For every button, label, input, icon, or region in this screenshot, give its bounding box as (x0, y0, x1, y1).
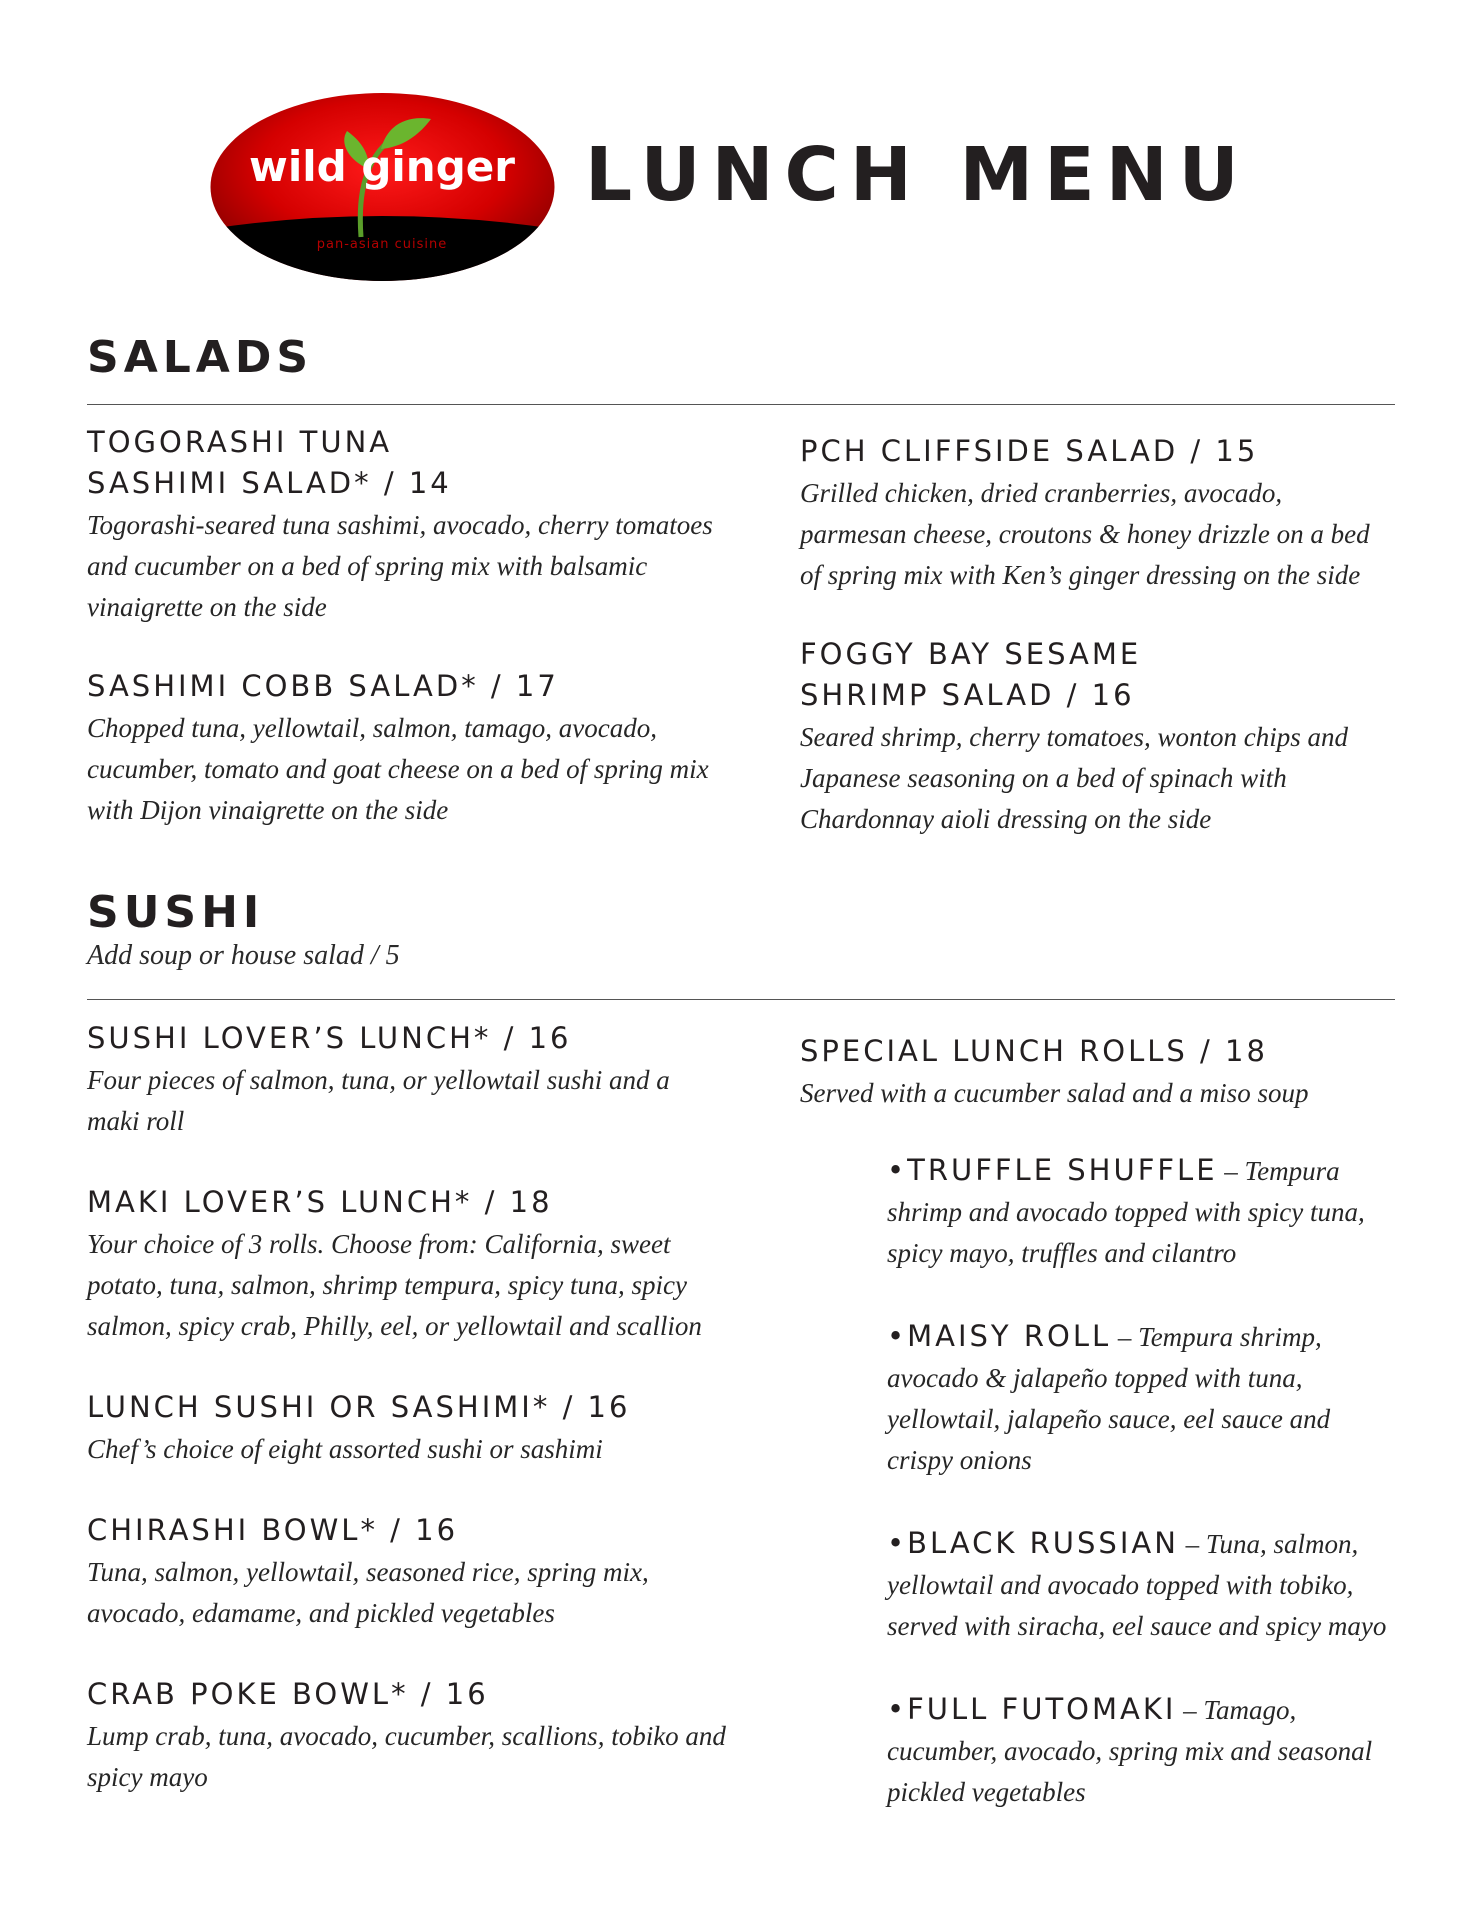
item-description: Grilled chicken, dried cranberries, avocado, parmesan cheese, croutons & honey drizzle on a bed of spring mix with Ken’s ginger dressing on the side (800, 478, 1370, 590)
item-description: Lump crab, tuna, avocado, cucumber, scallions, tobiko and spicy mayo (87, 1721, 726, 1792)
sushi-subtitle: Add soup or house salad / 5 (87, 940, 400, 971)
sushi-divider (87, 999, 1395, 1000)
menu-item (87, 1674, 727, 1798)
list-item (887, 1523, 1395, 1647)
roll-description: – Tempura shrimp, avocado & jalapeño topped with tuna, yellowtail, jalapeño sauce, eel sauce and crispy onions (887, 1322, 1331, 1475)
item-description: Chopped tuna, yellowtail, salmon, tamago, avocado, cucumber, tomato and goat cheese on a bed of spring mix with Dijon vinaigrette on the side (87, 713, 709, 825)
menu-item (87, 1182, 727, 1347)
page-title: LUNCH MENU (585, 132, 1250, 218)
wild-ginger-logo (209, 91, 556, 283)
list-item (887, 1150, 1395, 1274)
item-name: FOGGY BAY SESAME SHRIMP SALAD / 16 (800, 637, 1142, 712)
item-name: SPECIAL LUNCH ROLLS / 18 (800, 1034, 1268, 1068)
item-description: Four pieces of salmon, tuna, or yellowtail sushi and a maki roll (87, 1065, 670, 1136)
logo-wordmark: wild ginger (249, 142, 515, 191)
item-name: SASHIMI COBB SALAD* / 17 (87, 669, 559, 703)
roll-description: – Tamago, cucumber, avocado, spring mix and seasonal pickled vegetables (887, 1695, 1373, 1807)
sushi-heading: SUSHI (87, 887, 265, 938)
special-rolls-column (800, 1031, 1395, 1813)
menu-item (800, 431, 1395, 596)
menu-item (800, 634, 1395, 840)
item-description: Seared shrimp, cherry tomatoes, wonton chips and Japanese seasoning on a bed of spinach with Chardonnay aioli dressing on the side (800, 722, 1348, 834)
item-name: CHIRASHI BOWL* / 16 (87, 1513, 459, 1547)
menu-item (87, 666, 747, 831)
item-description: Your choice of 3 rolls. Choose from: California, sweet potato, tuna, salmon, shrimp tempura, spicy tuna, spicy salmon, spicy crab, Philly, eel, or yellowtail and scallion (87, 1229, 702, 1341)
item-name: CRAB POKE BOWL* / 16 (87, 1677, 489, 1711)
roll-name: •TRUFFLE SHUFFLE (887, 1153, 1218, 1187)
roll-description: – Tuna, salmon, yellowtail and avocado topped with tobiko, served with siracha, eel sauce and spicy mayo (887, 1529, 1387, 1641)
roll-name: •FULL FUTOMAKI (887, 1692, 1177, 1726)
logo-tagline: pan-asian cuisine (316, 237, 448, 252)
special-rolls-list (887, 1150, 1395, 1813)
list-item (887, 1689, 1395, 1813)
item-description: Tuna, salmon, yellowtail, seasoned rice, spring mix, avocado, edamame, and pickled vegetables (87, 1557, 649, 1628)
item-name: PCH CLIFFSIDE SALAD / 15 (800, 434, 1259, 468)
item-name: LUNCH SUSHI OR SASHIMI* / 16 (87, 1390, 631, 1424)
menu-item (87, 1387, 727, 1470)
salads-left-column (87, 422, 747, 831)
item-name: TOGORASHI TUNA SASHIMI SALAD* / 14 (87, 425, 452, 500)
list-item (887, 1316, 1395, 1481)
item-description: Chef’s choice of eight assorted sushi or sashimi (87, 1434, 603, 1464)
salads-heading: SALADS (87, 332, 314, 383)
item-description: Togorashi-seared tuna sashimi, avocado, cherry tomatoes and cucumber on a bed of spring mix with balsamic vinaigrette on the side (87, 510, 713, 622)
menu-item-special-lunch-rolls (800, 1031, 1395, 1114)
roll-description: – Tempura shrimp and avocado topped with spicy tuna, spicy mayo, truffles and cilantro (887, 1156, 1365, 1268)
menu-item (87, 422, 747, 628)
item-name: MAKI LOVER’S LUNCH* / 18 (87, 1185, 553, 1219)
roll-name: •BLACK RUSSIAN (887, 1526, 1179, 1560)
sushi-left-column (87, 1018, 727, 1798)
menu-item (87, 1018, 727, 1142)
salads-right-column (800, 431, 1395, 840)
menu-item (87, 1510, 727, 1634)
item-description: Served with a cucumber salad and a miso soup (800, 1078, 1309, 1108)
roll-name: •MAISY ROLL (887, 1319, 1112, 1353)
salads-divider (87, 404, 1395, 405)
item-name: SUSHI LOVER’S LUNCH* / 16 (87, 1021, 572, 1055)
